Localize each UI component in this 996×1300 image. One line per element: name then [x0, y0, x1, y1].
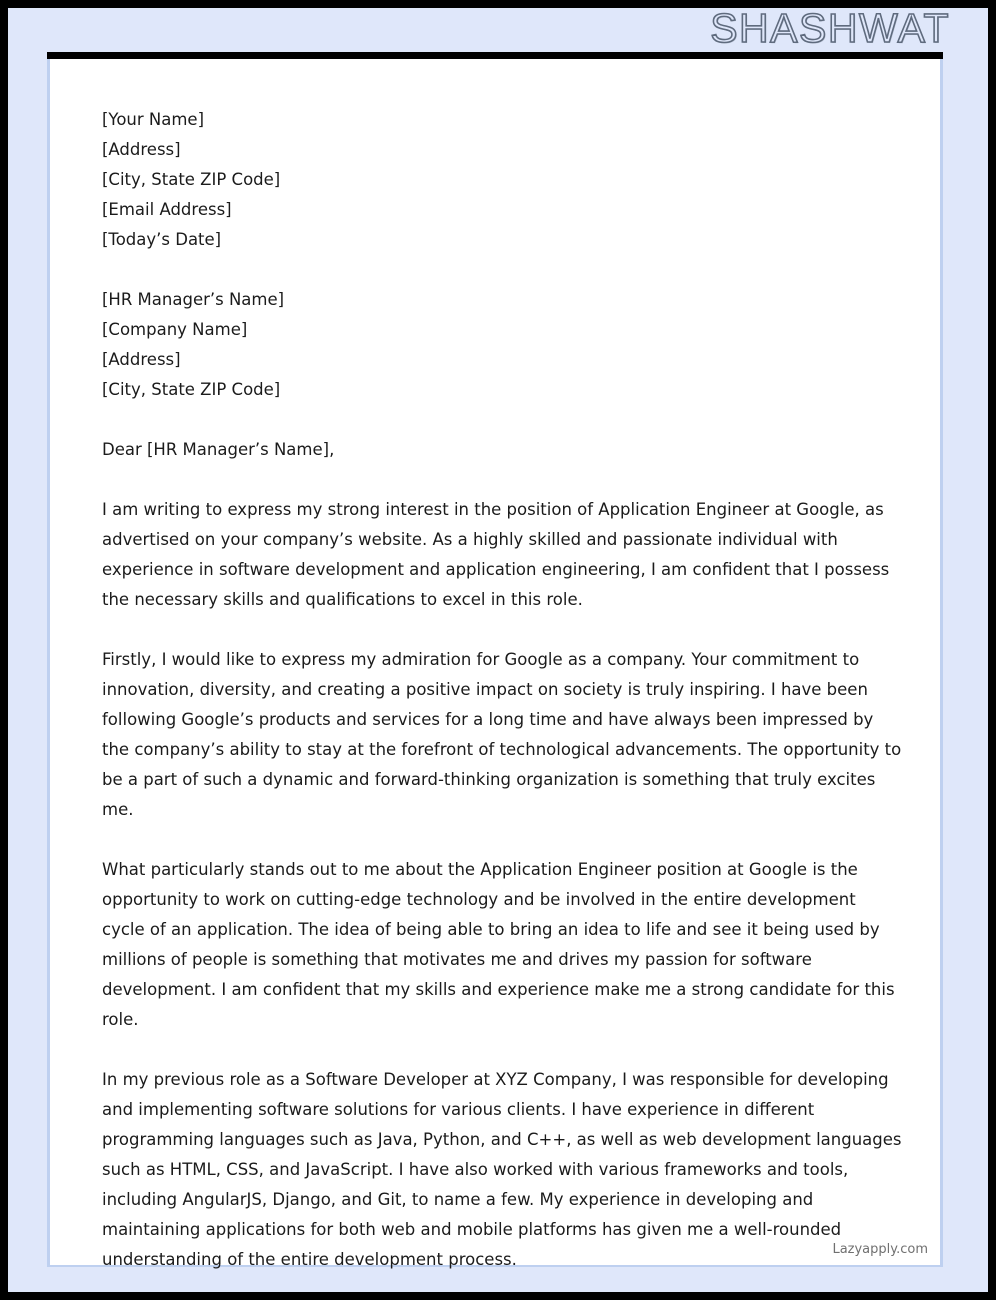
sender-address-line: [Address] — [102, 140, 181, 159]
letter-body — [102, 105, 902, 1275]
letter-page — [47, 59, 943, 1267]
sender-address-line: [Today’s Date] — [102, 230, 222, 249]
letter-paragraph: Firstly, I would like to express my admiration for Google as a company. Your commitment to innovation, diversity, and creating a positive impact on society is truly inspiring. I have been following Google’s products and services for a long time and have always been impressed by the company’s ability to stay at the forefront of technological advancements. The opportunity to be a part of such a dynamic and forward-thinking organization is something that truly excites me. — [102, 650, 902, 819]
document-canvas — [8, 8, 988, 1292]
recipient-address-line: [Company Name] — [102, 320, 248, 339]
sender-address-block — [102, 105, 902, 255]
recipient-address-line: [Address] — [102, 350, 181, 369]
salutation: Dear [HR Manager’s Name], — [102, 440, 335, 459]
recipient-address-line: [City, State ZIP Code] — [102, 380, 281, 399]
recipient-address-block — [102, 285, 902, 405]
sender-address-line: [Email Address] — [102, 200, 232, 219]
title-divider — [47, 52, 943, 59]
letter-paragraph: What particularly stands out to me about the Application Engineer position at Google is the opportunity to work on cutting-edge technology and be involved in the entire development cycle of an application. The idea of being able to bring an idea to life and see it being used by millions of people is something that motivates me and drives my passion for software development. I am confident that my skills and experience make me a strong candidate for this role. — [102, 860, 895, 1029]
recipient-address-line: [HR Manager’s Name] — [102, 290, 285, 309]
letter-paragraph: In my previous role as a Software Developer at XYZ Company, I was responsible for developing and implementing software solutions for various clients. I have experience in different programming languages such as Java, Python, and C++, as well as web development languages such as HTML, CSS, and JavaScript. I have also worked with various frameworks and tools, including AngularJS, Django, and Git, to name a few. My experience in developing and maintaining applications for both web and mobile platforms has given me a well-rounded understanding of the entire development process. — [102, 1070, 902, 1269]
sender-address-line: [City, State ZIP Code] — [102, 170, 281, 189]
sender-address-line: [Your Name] — [102, 110, 205, 129]
page-title: SHASHWAT — [710, 8, 950, 51]
watermark: Lazyapply.com — [832, 1242, 928, 1257]
document-header — [8, 8, 988, 52]
letter-paragraph: I am writing to express my strong interest in the position of Application Engineer at Google, as advertised on your company’s website. As a highly skilled and passionate individual with experience in software development and application engineering, I am confident that I possess the necessary skills and qualifications to excel in this role. — [102, 500, 890, 609]
